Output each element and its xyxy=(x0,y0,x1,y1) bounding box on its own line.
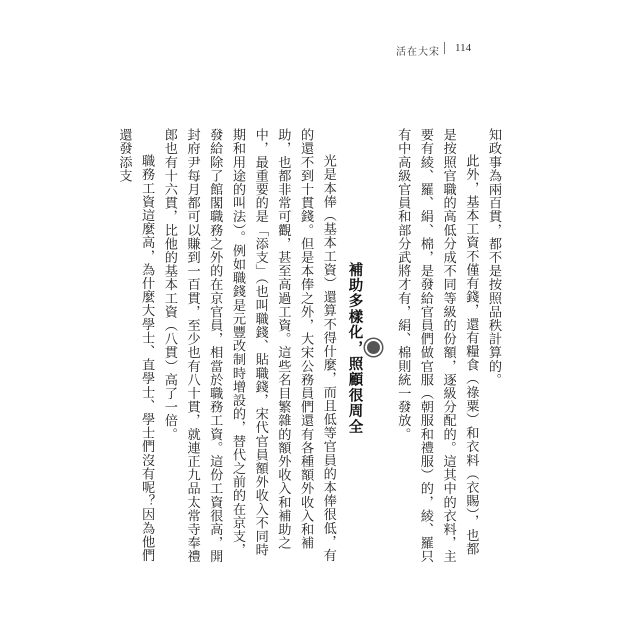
paragraph-clothing-allowance: 此外，基本工資不僅有錢，還有糧食（祿粟）和衣料（衣賜），也都是按照官職的高低分成不同等級的份額，逐級分配的。這其中的衣料，主要有綾、羅、絹、棉，是發給官員們做官服（朝服和禮服）的，綾、羅只有中高級官員和部分武將才有，絹、棉則統一發放。 xyxy=(395,128,479,564)
paragraph-continuation: 知政事為兩百貫，都不是按照品秩計算的。 xyxy=(486,128,501,387)
running-header xyxy=(360,41,500,57)
paragraph-question: 職務工資這麼高，為什麼大學士、直學士、學士們沒有呢？因為他們還發添支 xyxy=(116,128,155,563)
page-number: 114 xyxy=(455,42,472,54)
section-bullet-icon xyxy=(365,339,382,356)
paragraph-supplements: 光是本俸（基本工資）還算不得什麼，而且低等官員的本俸很低，有的還不到十貫錢。但是本俸之外，大宋公務員們還有各種額外收入和補助，也都非常可觀，甚至高過工資。這些名目繁雜的額外收入和補助之中，最重要的是「添支」（也叫職錢、貼職錢，宋代官員額外收入不同時期和用途的叫法）。例如職錢是元豐改制時增設的，替代之前的在京支，發給除了館閣職務之外的在京官員，相當於職務工資。這份工資很高，開封府尹每月都可以賺到一百貫，至少也有八十貫，就連正九品太常寺奉禮郎也有十六貫，比他的基本工資（八貫）高了一倍。 xyxy=(161,128,336,564)
header-divider xyxy=(444,42,445,54)
section-heading-text: 補助多樣化，照顧很周全 xyxy=(346,261,364,435)
book-title: 活在大宋 xyxy=(396,47,440,58)
section-heading xyxy=(343,128,383,568)
vertical-body-text xyxy=(112,128,504,568)
